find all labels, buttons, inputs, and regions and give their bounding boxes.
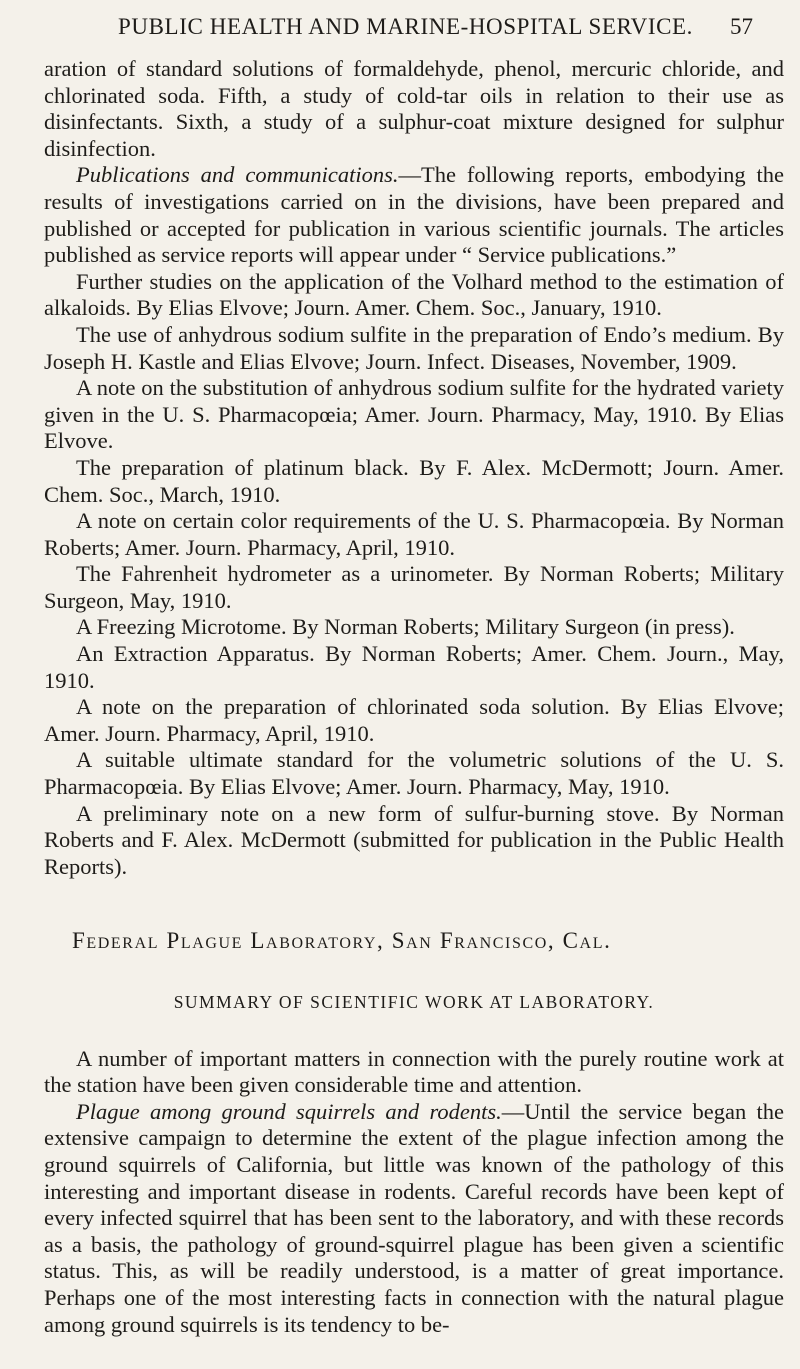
- running-head: [0, 14, 800, 44]
- publications-lead: Publications and communications.: [76, 162, 399, 188]
- reference-platinum-black: The preparation of platinum black. By F. Alex. McDermott; Journ. Amer. Chem. Soc., March, 1910.: [44, 454, 784, 507]
- plague-lead: Plague among ground squirrels and rodents.: [76, 1098, 502, 1124]
- reference-extraction-apparatus: An Extraction Apparatus. By Norman Roberts; Amer. Chem. Journ., May, 1910.: [44, 641, 784, 693]
- section-heading: Federal Plague Laboratory, San Francisco, Cal.: [72, 928, 612, 954]
- summary-heading: SUMMARY OF SCIENTIFIC WORK AT LABORATORY.: [173, 992, 655, 1012]
- plague-paragraph: [44, 1099, 784, 1338]
- reference-endo-medium: The use of anhydrous sodium sulfite in the preparation of Endo’s medium. By Joseph H. Kastle and Elias Elvove; Journ. Infect. Diseases, November, 1909.: [44, 321, 784, 374]
- summary-paragraph: A number of important matters in connection with the purely routine work at the station have been given considerable time and attention.: [44, 1045, 784, 1098]
- continued-paragraph: aration of standard solutions of formaldehyde, phenol, mercuric chloride, and chlorinated soda. Fifth, a study of cold-tar oils in relation to their use as disinfectants. Sixth, a study of a sulphur-coat mixture designed for sulphur disinfection.: [44, 56, 784, 161]
- reference-ultimate-standard: A suitable ultimate standard for the volumetric solutions of the U. S. Pharmacopœia. By Elias Elvove; Amer. Journ. Pharmacy, May, 1910.: [44, 747, 784, 800]
- reference-color-requirements: A note on certain color requirements of the U. S. Pharmacopœia. By Norman Roberts; Amer. Journ. Pharmacy, April, 1910.: [44, 508, 784, 560]
- reference-fahrenheit-hydrometer: The Fahrenheit hydrometer as a urinometer. By Norman Roberts; Military Surgeon, May, 1910.: [44, 561, 784, 613]
- running-title: PUBLIC HEALTH AND MARINE-HOSPITAL SERVICE.: [118, 14, 694, 39]
- reference-sodium-sulfite: A note on the substitution of anhydrous sodium sulfite for the hydrated variety given in the U. S. Pharmacopœia; Amer. Journ. Pharmacy, May, 1910. By Elias Elvove.: [44, 375, 784, 454]
- body-text: [44, 56, 784, 1338]
- publications-paragraph: [44, 162, 784, 268]
- reference-sulfur-stove: A preliminary note on a new form of sulfur-burning stove. By Norman Roberts and F. Alex. McDermott (submitted for publication in the Public Health Reports).: [44, 800, 784, 879]
- plague-text: —Until the service began the extensive campaign to determine the extent of the plague infection among the ground squirrels of California, but little was known of the pathology of this interesting and important disease in rodents. Careful records have been kept of every infected squirrel that has been sent to the laboratory, and with these records as a basis, the pathology of ground-squirrel plague has been given a scientific status. This, as will be readily understood, is a matter of great importance. Perhaps one of the most interesting facts in connection with the natural plague among ground squirrels is its tendency to be-: [44, 1098, 784, 1337]
- reference-chlorinated-soda: A note on the preparation of chlorinated soda solution. By Elias Elvove; Amer. Journ. Pharmacy, April, 1910.: [44, 694, 784, 746]
- reference-freezing-microtome: A Freezing Microtome. By Norman Roberts; Military Surgeon (in press).: [76, 614, 735, 640]
- page-number: 57: [730, 14, 753, 39]
- publications-text: —The following reports, embodying the results of investigations carried on in the divisions, have been prepared and published or accepted for publication in various scientific journals. The articles published as service reports will appear under “ Service publications.”: [44, 162, 784, 268]
- reference-volhard-method: Further studies on the application of the Volhard method to the estimation of alkaloids. By Elias Elvove; Journ. Amer. Chem. Soc., January, 1910.: [44, 268, 784, 321]
